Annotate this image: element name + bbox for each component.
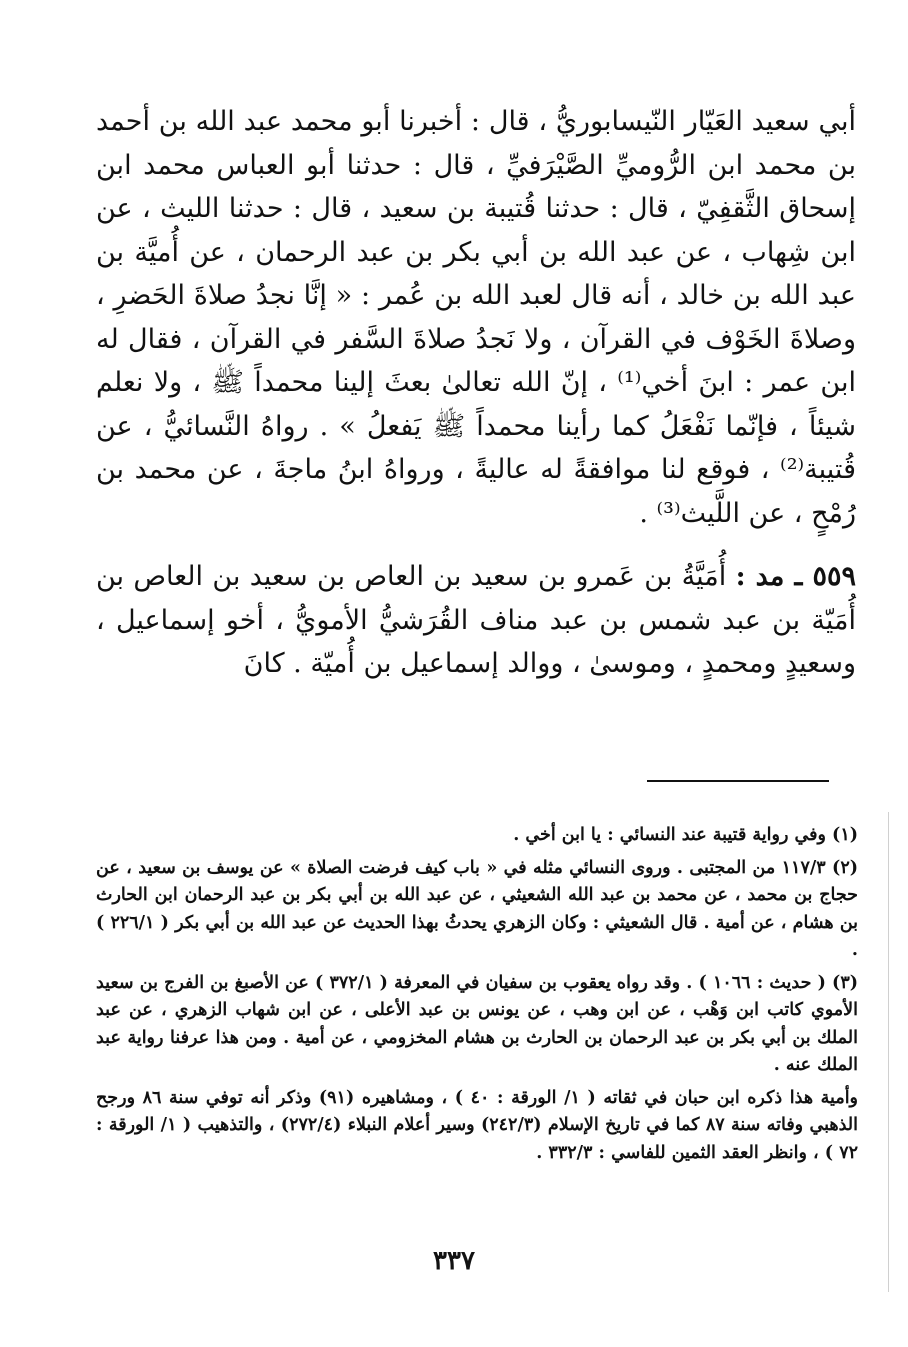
- footnotes: [96, 822, 858, 1172]
- main-paragraph: أبي سعيد العَيّار النّيسابوريُّ ، قال : أخبرنا أبو محمد عبد الله بن أحمد بن محمد ابن الرُّوميِّ الصَّيْرَفيِّ ، قال : حدثنا أبو العباس محمد ابن إسحاق الثَّقفِيّ ، قال : حدثنا قُتيبة بن سعيد ، قال : حدثنا الليث ، عن ابن شِهاب ، عن عبد الله بن أبي بكر بن عبد الرحمان ، عن أُميَّة بن عبد الله بن خالد ، أنه قال لعبد الله بن عُمر : « إنَّا نجدُ صلاةَ الحَضرِ ، وصلاةَ الخَوْف في القرآن ، ولا نَجدُ صلاةَ السَّفر في القرآن ، فقال له ابن عمر : ابنَ أخي⁽¹⁾ ، إنّ الله تعالىٰ بعثَ إلينا محمداً ﷺ ، ولا نعلم شيئاً ، فإنّما نَفْعَلُ كما رأينا محمداً ﷺ يَفعلُ » . رواهُ النَّسائيُّ ، عن قُتيبة⁽²⁾ ، فوقع لنا موافقةً له عاليةً ، ورواهُ ابنُ ماجةَ ، عن محمد بن رُمْحٍ ، عن اللَّيث⁽³⁾ .: [96, 106, 856, 529]
- page-number: ٣٣٧: [433, 1246, 475, 1276]
- footnote-3-continued: وأمية هذا ذكره ابن حبان في ثقاته ( ١/ الورقة : ٤٠ ) ، ومشاهيره (٩١) وذكر أنه توفي سنة ٨٦ ورجح الذهبي وفاته سنة ٨٧ كما في تاريخ الإسلام (٢٤٢/٣) وسير أعلام النبلاء (٢٧٢/٤) ، والتذهيب ( ١/ الورقة : ٧٢ ) ، وانظر العقد الثمين للفاسي : ٣٣٢/٣ .: [96, 1087, 859, 1163]
- main-text: [96, 100, 856, 686]
- footnote-separator: [647, 780, 829, 782]
- entry-number: ٥٥٩ ـ مد :: [735, 561, 856, 592]
- footnote-2: (٢) ١١٧/٣ من المجتبى . وروى النسائي مثله في « باب كيف فرضت الصلاة » عن يوسف بن سعيد ، عن حجاج بن محمد ، عن محمد بن عبد الله الشعيثي ، عن عبد الله بن أبي بكر بن عبد الرحمان ابن الحارث بن هشام ، عن أمية . قال الشعيثي : وكان الزهري يحدثُ بهذا الحديث عن عبد الله بن أبي بكر ( ٢٢٦/١ ) .: [96, 857, 859, 960]
- biography-entry: [96, 555, 856, 686]
- footnote-3: (٣) ( حديث : ١٠٦٦ ) . وقد رواه يعقوب بن سفيان في المعرفة ( ٣٧٢/١ ) عن الأصبغ بن الفرج بن سعيد الأموي كاتب ابن وَهْب ، عن ابن وهب ، عن يونس بن عبد الأعلى ، عن ابن شهاب الزهري ، عن عبد الملك بن أبي بكر بن عبد الرحمان بن الحارث بن هشام المخزومي ، عن أمية . ومن هذا عرفنا رواية عبد الملك عنه .: [96, 972, 858, 1075]
- entry-text: أُمَيَّةُ بن عَمرو بن سعيد بن العاص بن سعيد بن العاص بن أُمَيّة بن عبد شمس بن عبد مناف القُرَشيُّ الأمويُّ ، أخو إسماعيل ، وسعيدٍ ومحمدٍ ، وموسىٰ ، ووالد إسماعيل بن أُميّة . كانَ: [96, 561, 856, 679]
- footnote-1: (١) وفي رواية قتيبة عند النسائي : يا ابن أخي .: [513, 825, 858, 845]
- scan-edge: [888, 812, 889, 1292]
